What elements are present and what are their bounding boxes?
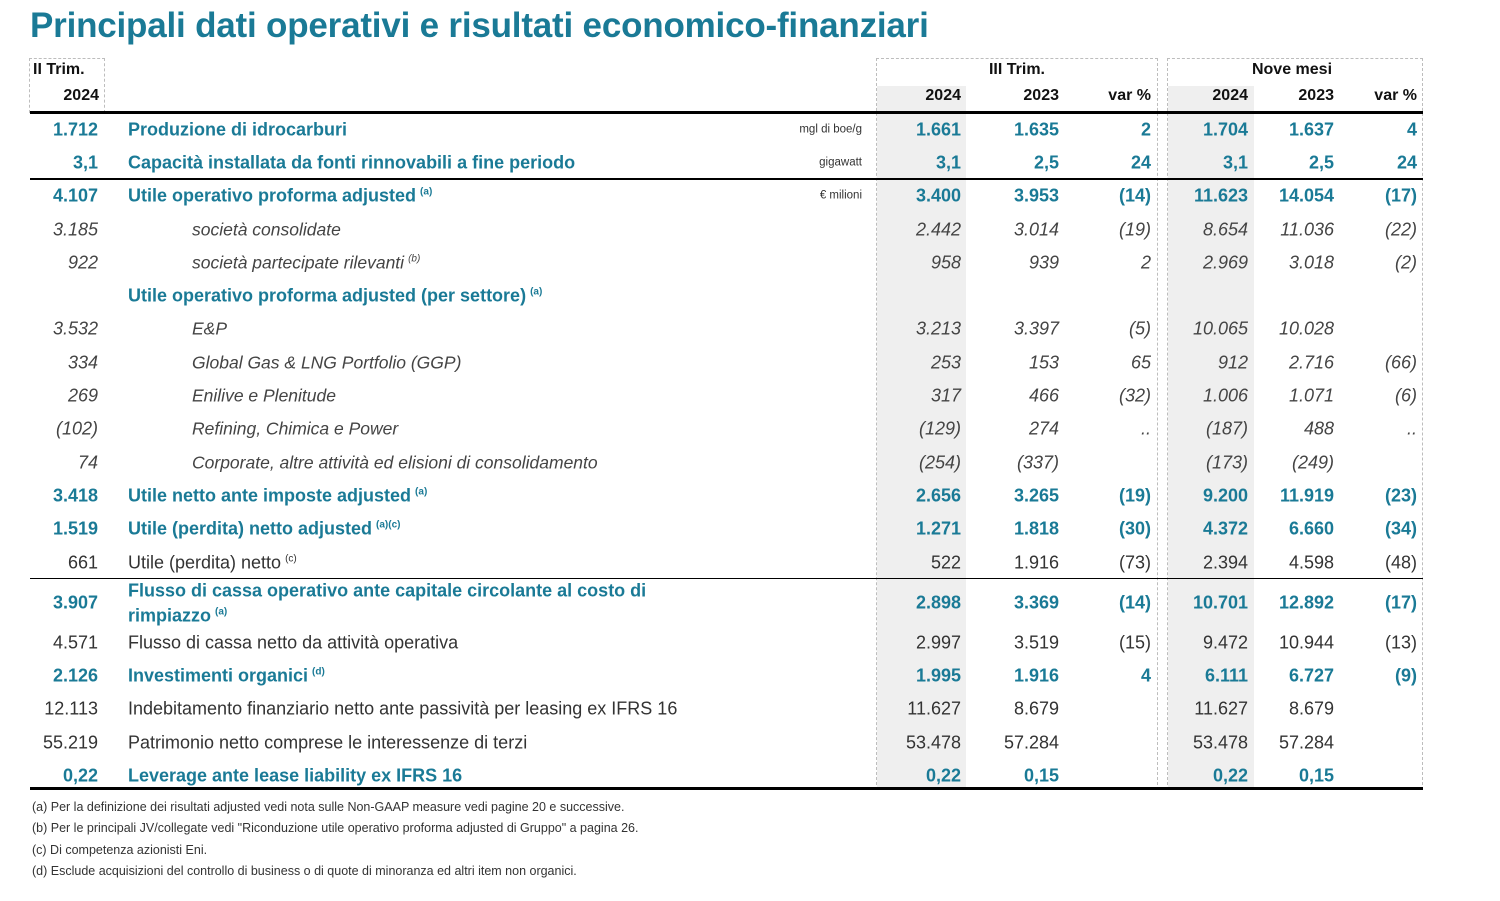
q2-2024-cell: 3.907 [52, 592, 98, 613]
row-label-text: Utile (perdita) netto adjusted [128, 518, 373, 539]
q2-2024-cell: 1.712 [52, 119, 98, 140]
q3-2024-cell: 2.656 [915, 485, 961, 506]
row-label [128, 552, 297, 573]
footnote-ref: (c) [285, 553, 297, 564]
nine-2023-cell: 488 [1303, 418, 1334, 439]
row-label [192, 452, 598, 473]
q3-header-label: III Trim. [988, 61, 1045, 78]
table-row [30, 413, 1423, 446]
q3-2024-cell: 0,22 [925, 765, 961, 786]
q2-2024-cell: 922 [67, 252, 98, 273]
q2-2024-cell: 3.418 [52, 485, 98, 506]
nine-2024-cell: 10.065 [1192, 318, 1248, 339]
q2-2024-cell: 3.532 [52, 318, 98, 339]
q3-2024-cell: 11.627 [907, 698, 961, 719]
table-row [30, 246, 1423, 279]
q3-2023-cell: (337) [1016, 452, 1059, 473]
footnote-d: (d) Esclude acquisizioni del controllo di business o di quote di minoranza ed altri item non organici. [32, 864, 577, 878]
nine-var-cell: (66) [1384, 352, 1417, 373]
row-label-text: Capacità installata da fonti rinnovabili a fine periodo [128, 152, 576, 173]
q3-2023-cell: 1.916 [1013, 665, 1059, 686]
nine-var-cell: (48) [1384, 552, 1417, 572]
row-label-text: società partecipate rilevanti [192, 252, 405, 273]
row-label [128, 666, 325, 687]
nine-var-header: var % [1374, 87, 1417, 104]
table-row [30, 446, 1423, 479]
footnote-a: (a) Per la definizione dei risultati adjusted vedi nota sulle Non-GAAP measure vedi pagine 20 e successive. [32, 800, 625, 814]
row-label [128, 186, 432, 207]
q3-var-cell: 2 [1140, 252, 1151, 273]
nine-var-cell: (17) [1384, 185, 1417, 206]
row-label [128, 765, 462, 786]
q3-2024-cell: (129) [918, 418, 961, 439]
row-label-text: Flusso di cassa operativo ante capitale circolante al costo di rimpiazzo [128, 580, 647, 626]
row-label [192, 219, 341, 240]
q3-2024-cell: 2.997 [915, 632, 961, 653]
nine-2024-cell: 11.623 [1193, 185, 1248, 206]
row-label-text: Utile (perdita) netto [128, 552, 282, 572]
q2-header-label: II Trim. [33, 61, 85, 78]
q3-2024-cell: 53.478 [905, 732, 961, 753]
q3-2023-cell: 3.953 [1013, 185, 1059, 206]
nine-2023-cell: 2.716 [1288, 352, 1334, 373]
nine-var-cell: (17) [1384, 592, 1417, 613]
row-label [128, 286, 542, 307]
q3-var-cell: (5) [1129, 318, 1151, 339]
row-label-text: Utile operativo proforma adjusted (per settore) [128, 285, 527, 306]
nine-2024-cell: (173) [1205, 452, 1248, 473]
table-row [30, 346, 1423, 379]
q3-var-cell: (14) [1118, 592, 1151, 613]
q3-var-cell: (15) [1118, 632, 1151, 653]
nine-2023-cell: 10.944 [1278, 632, 1334, 653]
nine-2024-cell: 11.627 [1194, 698, 1248, 719]
q3-2024-cell: 3,1 [935, 152, 961, 173]
q2-2024-cell: 3.185 [52, 219, 98, 240]
row-label-text: Indebitamento finanziario netto ante passività per leasing ex IFRS 16 [128, 698, 678, 719]
row-label [128, 485, 427, 506]
table-row [30, 313, 1423, 346]
nine-2024-cell: 53.478 [1192, 732, 1248, 753]
q3-2023-cell: 466 [1028, 385, 1059, 406]
nine-header-label: Nove mesi [1251, 61, 1333, 78]
table-row [30, 479, 1423, 512]
q2-2024-cell: 55.219 [42, 732, 98, 753]
table-row [30, 726, 1423, 759]
nine-2023-cell: 1.637 [1288, 119, 1334, 140]
row-label-text: Refining, Chimica e Power [192, 418, 399, 439]
q3-var-cell: 65 [1130, 352, 1151, 373]
table-row [30, 113, 1423, 146]
q3-2023-header: 2023 [1023, 87, 1059, 104]
q3-2024-cell: (254) [918, 452, 961, 473]
nine-2023-cell: 6.727 [1288, 665, 1334, 686]
table-row [30, 180, 1423, 213]
row-label [128, 732, 527, 753]
q3-2023-cell: 3.519 [1013, 632, 1059, 653]
row-label-text: Patrimonio netto comprese le interessenze di terzi [128, 732, 528, 753]
row-label-text: Flusso di cassa netto da attività operativa [128, 632, 459, 653]
nine-var-cell: (23) [1384, 485, 1417, 506]
row-label-text: società consolidate [192, 219, 341, 240]
unit-label: gigawatt [819, 156, 862, 169]
q3-2024-cell: 1.271 [915, 518, 961, 539]
nine-2023-cell: 3.018 [1288, 252, 1334, 273]
nine-2023-cell: 2,5 [1308, 152, 1334, 173]
q2-2024-cell: 4.107 [52, 185, 98, 206]
table-row [30, 626, 1423, 659]
nine-2024-cell: 1.704 [1202, 119, 1248, 140]
q3-2023-cell: 3.369 [1013, 592, 1059, 613]
nine-var-cell: 4 [1406, 119, 1417, 140]
unit-label: mgl di boe/g [799, 123, 862, 136]
q2-2024-cell: 3,1 [72, 152, 98, 173]
footnote-ref: (a) [415, 486, 428, 498]
q3-2023-cell: 939 [1028, 252, 1059, 273]
row-label-text: Produzione di idrocarburi [128, 119, 348, 140]
q3-2024-cell: 317 [930, 385, 961, 406]
q3-2023-cell: 0,15 [1023, 765, 1059, 786]
table-bottom-rule [30, 787, 1423, 790]
q3-2023-cell: 3.397 [1013, 318, 1059, 339]
nine-2024-cell: 2.969 [1202, 252, 1248, 273]
q3-var-cell: (73) [1118, 552, 1151, 572]
row-label-text: E&P [192, 318, 228, 339]
table-row [30, 579, 1423, 626]
footnote-b: (b) Per le principali JV/collegate vedi "Riconduzione utile operativo proforma adjusted di Gruppo" a pagina 26. [32, 821, 639, 835]
nine-var-cell: .. [1406, 418, 1417, 439]
nine-2023-header: 2023 [1298, 87, 1334, 104]
table-row [30, 513, 1423, 546]
q3-2024-cell: 2.442 [915, 219, 961, 240]
nine-2024-cell: (187) [1205, 418, 1248, 439]
table-row [30, 659, 1423, 692]
q2-header-year: 2024 [63, 87, 99, 104]
row-label [192, 419, 398, 440]
q2-2024-cell: 4.571 [52, 632, 98, 653]
row-label-text: Utile operativo proforma adjusted [128, 185, 417, 206]
q2-2024-cell: 74 [77, 452, 98, 473]
q3-2023-cell: 3.265 [1013, 485, 1059, 506]
q3-var-cell: (19) [1118, 485, 1151, 506]
nine-2024-cell: 1.006 [1202, 385, 1248, 406]
nine-2023-cell: 0,15 [1298, 765, 1334, 786]
q3-var-cell: .. [1140, 418, 1151, 439]
nine-var-cell: (13) [1384, 632, 1417, 653]
row-label [128, 519, 400, 540]
table-row [30, 546, 1423, 579]
q2-2024-cell: 2.126 [52, 665, 98, 686]
nine-2024-cell: 4.372 [1202, 518, 1248, 539]
q2-2024-cell: (102) [55, 418, 98, 439]
footnote-ref: (a)(c) [376, 519, 401, 531]
q3-var-cell: (14) [1118, 185, 1151, 206]
footnote-ref: (d) [312, 666, 325, 678]
q3-var-cell: 4 [1140, 665, 1151, 686]
q3-2024-cell: 1.995 [915, 665, 961, 686]
q3-2023-cell: 274 [1028, 418, 1059, 439]
table-row [30, 693, 1423, 726]
unit-label: € milioni [819, 189, 862, 202]
q3-var-header: var % [1108, 87, 1151, 104]
nine-2023-cell: 6.660 [1288, 518, 1334, 539]
q3-var-cell: (19) [1118, 219, 1151, 240]
q3-2023-cell: 1.916 [1013, 552, 1059, 572]
q2-2024-cell: 1.519 [52, 518, 98, 539]
nine-2023-cell: 14.054 [1278, 185, 1334, 206]
nine-2024-cell: 10.701 [1192, 592, 1248, 613]
q3-2023-cell: 1.635 [1013, 119, 1059, 140]
table-row [30, 213, 1423, 246]
q3-2024-cell: 3.400 [915, 185, 961, 206]
nine-2024-cell: 8.654 [1202, 219, 1248, 240]
row-label-text: Investimenti organici [128, 665, 309, 686]
nine-2023-cell: 11.919 [1279, 485, 1334, 506]
q2-2024-cell: 0,22 [62, 765, 98, 786]
q3-2023-cell: 57.284 [1003, 732, 1059, 753]
q3-2023-cell: 1.818 [1013, 518, 1059, 539]
nine-2024-cell: 912 [1217, 352, 1248, 373]
nine-var-cell: (2) [1395, 252, 1417, 273]
data-table [30, 113, 1423, 793]
nine-var-cell: (9) [1395, 665, 1417, 686]
row-label-text: Global Gas & LNG Portfolio (GGP) [192, 352, 462, 373]
row-label [128, 699, 677, 720]
q3-var-cell: 24 [1130, 152, 1151, 173]
nine-var-cell: (34) [1384, 518, 1417, 539]
row-label [192, 319, 227, 340]
q2-2024-cell: 661 [67, 552, 98, 572]
footnote-ref: (a) [530, 286, 543, 298]
q3-var-cell: 2 [1140, 119, 1151, 140]
row-label [128, 579, 728, 626]
nine-2024-cell: 3,1 [1222, 152, 1248, 173]
table-row [30, 379, 1423, 412]
nine-var-cell: 24 [1396, 152, 1417, 173]
nine-2023-cell: 4.598 [1288, 552, 1334, 572]
row-label-text: Utile netto ante imposte adjusted [128, 485, 412, 506]
row-label [128, 119, 347, 140]
q3-2023-cell: 153 [1028, 352, 1059, 373]
row-label-text: Leverage ante lease liability ex IFRS 16 [128, 765, 463, 786]
nine-2023-cell: 57.284 [1278, 732, 1334, 753]
nine-2024-cell: 2.394 [1202, 552, 1248, 572]
row-label [128, 632, 458, 653]
q2-2024-cell: 12.113 [44, 698, 98, 719]
nine-2024-cell: 9.200 [1202, 485, 1248, 506]
q2-2024-cell: 269 [67, 385, 98, 406]
footnote-ref: (a) [420, 186, 433, 198]
q3-2024-cell: 958 [930, 252, 961, 273]
nine-2024-cell: 6.111 [1204, 665, 1248, 686]
row-label-text: Corporate, altre attività ed elisioni di consolidamento [192, 452, 598, 473]
footnote-ref: (b) [408, 253, 421, 265]
row-label [128, 152, 575, 173]
table-row [30, 146, 1423, 179]
nine-2023-cell: 10.028 [1278, 318, 1334, 339]
nine-2024-header: 2024 [1212, 87, 1248, 104]
footnote-c: (c) Di competenza azionisti Eni. [32, 843, 208, 857]
nine-2023-cell: (249) [1291, 452, 1334, 473]
nine-2024-cell: 9.472 [1202, 632, 1248, 653]
row-label-text: Enilive e Plenitude [192, 385, 336, 406]
q3-2023-cell: 2,5 [1033, 152, 1059, 173]
q3-2024-cell: 3.213 [915, 318, 961, 339]
q3-2023-cell: 8.679 [1013, 698, 1059, 719]
q3-var-cell: (32) [1118, 385, 1151, 406]
q3-2023-cell: 3.014 [1013, 219, 1059, 240]
q2-2024-cell: 334 [67, 352, 98, 373]
q3-2024-cell: 1.661 [915, 119, 961, 140]
row-label [192, 252, 420, 273]
q3-var-cell: (30) [1118, 518, 1151, 539]
nine-2024-cell: 0,22 [1212, 765, 1248, 786]
nine-var-cell: (22) [1384, 219, 1417, 240]
q3-2024-cell: 522 [930, 552, 961, 572]
nine-2023-cell: 1.071 [1288, 385, 1334, 406]
row-label [192, 386, 336, 407]
q3-2024-cell: 2.898 [915, 592, 961, 613]
nine-var-cell: (6) [1395, 385, 1417, 406]
nine-2023-cell: 11.036 [1280, 219, 1334, 240]
q3-2024-cell: 253 [930, 352, 961, 373]
footnote-ref: (a) [215, 606, 228, 618]
q3-2024-header: 2024 [925, 87, 961, 104]
nine-2023-cell: 12.892 [1278, 592, 1334, 613]
page-title: Principali dati operativi e risultati economico-finanziari [30, 6, 929, 45]
row-label [192, 352, 461, 373]
nine-2023-cell: 8.679 [1288, 698, 1334, 719]
table-row [30, 279, 1423, 312]
